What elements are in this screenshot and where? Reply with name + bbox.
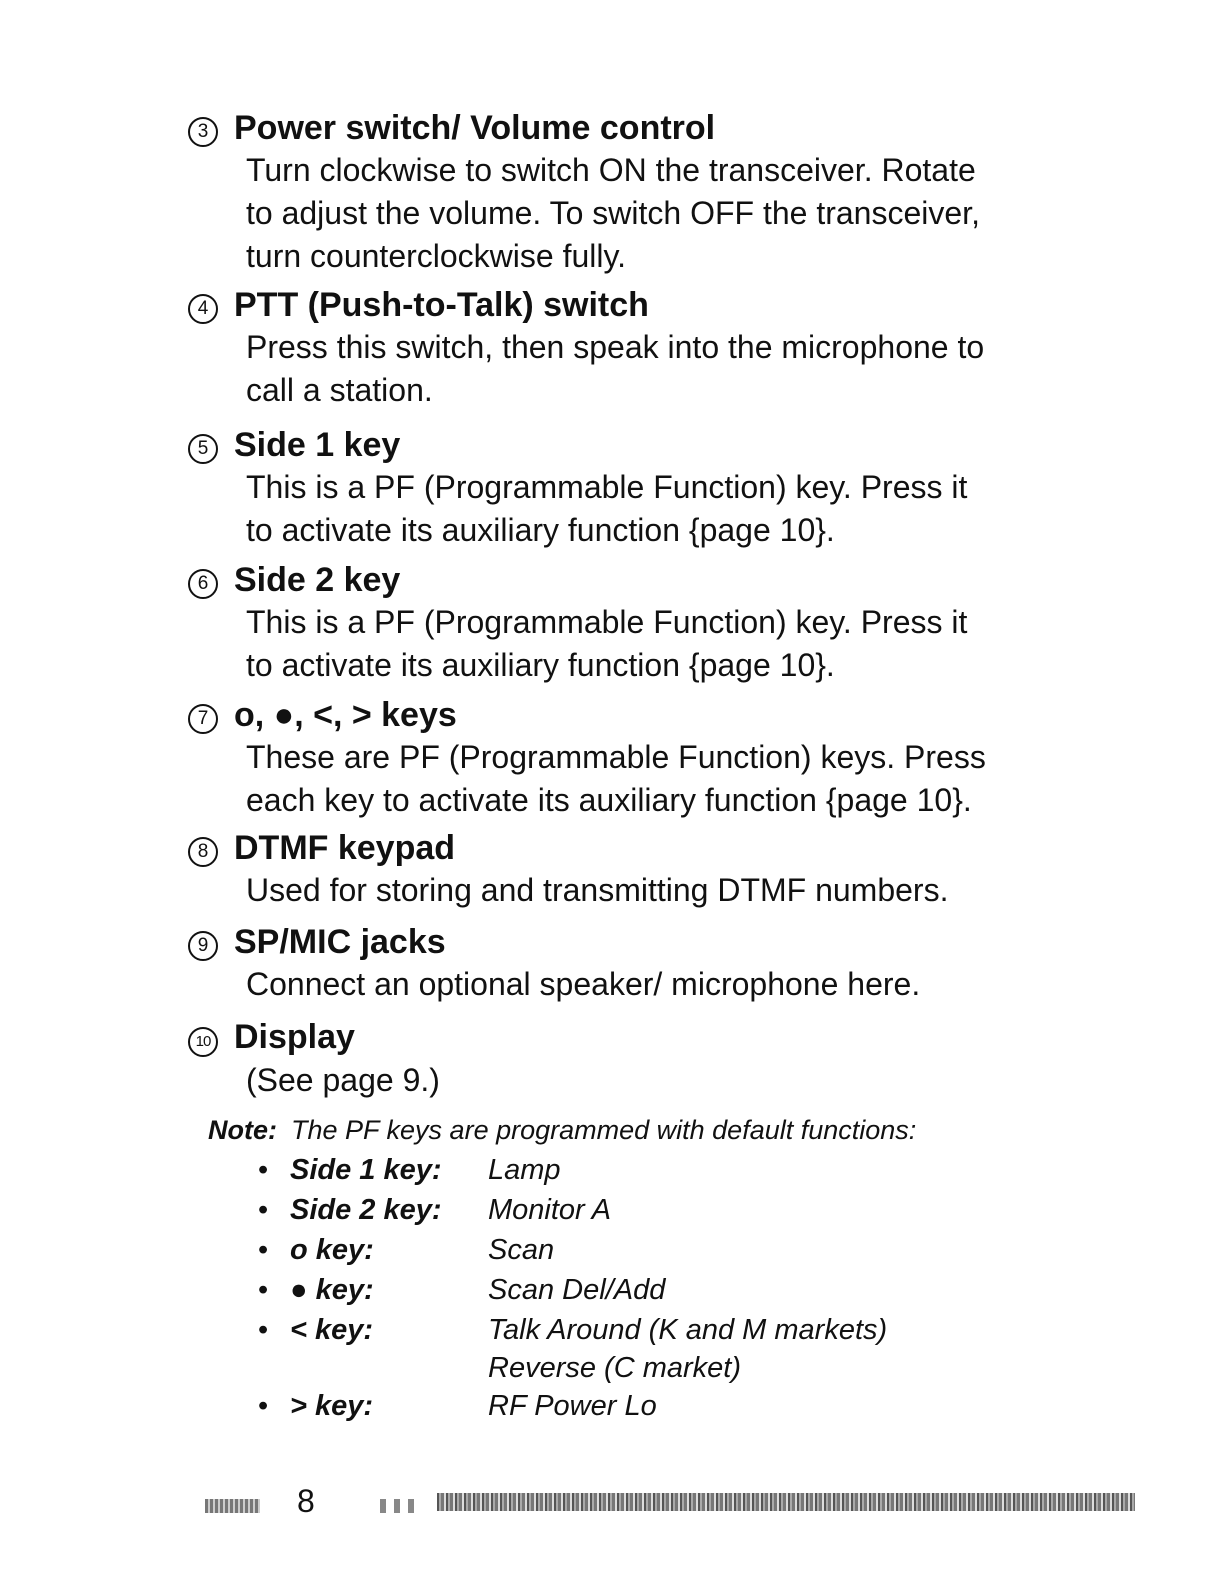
item-ptt-switch — [188, 285, 1148, 412]
key-function: Monitor A — [488, 1194, 612, 1226]
note — [208, 1115, 1128, 1146]
bullet-icon: • — [258, 1154, 269, 1186]
key-name: < key: — [290, 1314, 374, 1346]
page-footer — [205, 1483, 1135, 1523]
key-function: Scan — [488, 1234, 555, 1266]
key-name: Side 2 key: — [290, 1194, 442, 1226]
list-item — [258, 1150, 1138, 1190]
key-name: > key: — [290, 1390, 374, 1422]
item-sp-mic-jacks — [188, 922, 1148, 1006]
item-number-badge: 9 — [188, 931, 218, 961]
item-display — [188, 1017, 1148, 1102]
item-number-badge: 6 — [188, 569, 218, 599]
item-number-badge: 8 — [188, 837, 218, 867]
item-number-badge: 3 — [188, 117, 218, 147]
key-name: Side 1 key: — [290, 1154, 442, 1186]
item-title: Side 1 key — [234, 426, 401, 464]
list-item — [258, 1190, 1138, 1230]
item-number-badge: 7 — [188, 704, 218, 734]
note-text: The PF keys are programmed with default functions: — [291, 1115, 917, 1145]
item-power-switch — [188, 108, 1148, 278]
item-description: (See page 9.) — [246, 1062, 440, 1098]
key-name: o key: — [290, 1234, 374, 1266]
bullet-icon: • — [258, 1274, 269, 1306]
item-title: Power switch/ Volume control — [234, 109, 716, 147]
item-pf-keys — [188, 695, 1148, 822]
item-side-1-key — [188, 425, 1148, 552]
item-side-2-key — [188, 560, 1148, 687]
item-description: This is a PF (Programmable Function) key. Press it to activate its auxiliary function {page 10}. — [246, 604, 968, 683]
item-number-badge: 5 — [188, 434, 218, 464]
item-description: Press this switch, then speak into the microphone to call a station. — [246, 329, 985, 408]
list-item — [258, 1310, 1138, 1350]
item-description: Turn clockwise to switch ON the transceiver. Rotate to adjust the volume. To switch OFF the transceiver, turn counterclockwise fully. — [246, 152, 980, 274]
bullet-icon: • — [258, 1314, 269, 1346]
item-number-badge: 10 — [188, 1027, 218, 1057]
list-item — [258, 1386, 1138, 1426]
footer-decor-bar — [205, 1499, 260, 1513]
bullet-icon: • — [258, 1234, 269, 1266]
item-title: Display — [234, 1018, 355, 1056]
list-item — [258, 1270, 1138, 1310]
key-function-extra: Reverse (C market) — [488, 1352, 741, 1384]
note-label: Note: — [208, 1115, 277, 1145]
list-item — [258, 1230, 1138, 1270]
key-function: Lamp — [488, 1154, 561, 1186]
page-number: 8 — [297, 1483, 315, 1519]
item-description: Connect an optional speaker/ microphone here. — [246, 966, 921, 1002]
item-number-badge: 4 — [188, 294, 218, 324]
item-title: PTT (Push-to-Talk) switch — [234, 286, 649, 324]
footer-decor-bar — [380, 1499, 420, 1513]
item-description: These are PF (Programmable Function) keys. Press each key to activate its auxiliary function {page 10}. — [246, 739, 986, 818]
item-description: Used for storing and transmitting DTMF numbers. — [246, 872, 949, 908]
key-function: RF Power Lo — [488, 1390, 657, 1422]
default-functions-list — [258, 1150, 1138, 1426]
item-description: This is a PF (Programmable Function) key. Press it to activate its auxiliary function {page 10}. — [246, 469, 968, 548]
key-name: ● key: — [290, 1274, 374, 1306]
item-title: DTMF keypad — [234, 829, 456, 867]
key-function: Talk Around (K and M markets) — [488, 1314, 888, 1346]
item-title: Side 2 key — [234, 561, 401, 599]
key-function: Scan Del/Add — [488, 1274, 666, 1306]
item-dtmf-keypad — [188, 828, 1148, 912]
footer-decor-bar — [437, 1493, 1135, 1511]
bullet-icon: • — [258, 1194, 269, 1226]
item-title: SP/MIC jacks — [234, 923, 446, 961]
item-title: o, ●, <, > keys — [234, 696, 457, 734]
bullet-icon: • — [258, 1390, 269, 1422]
